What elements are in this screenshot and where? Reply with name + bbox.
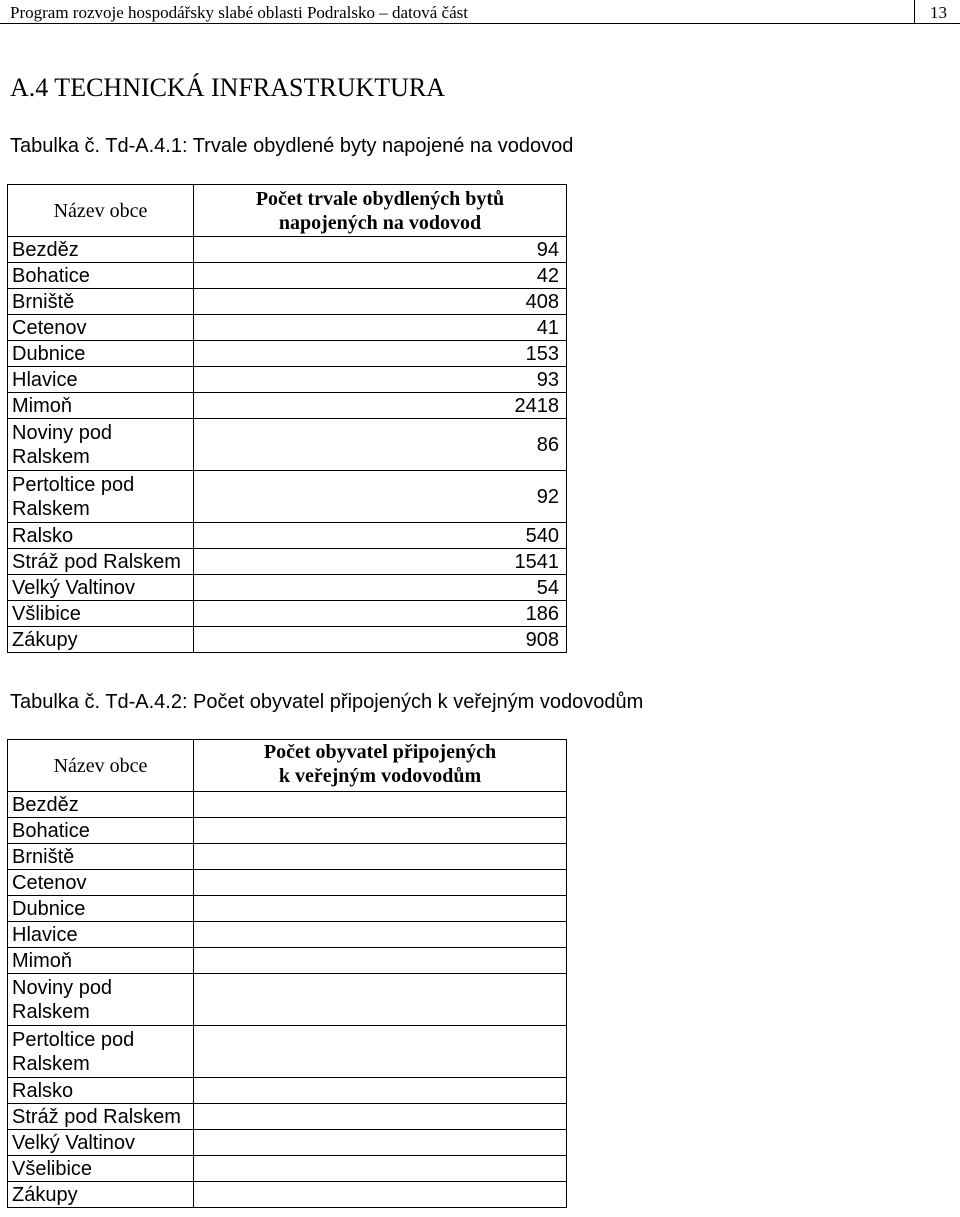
municipality-name: Ralsko bbox=[8, 523, 194, 549]
municipality-name bbox=[8, 1026, 194, 1078]
population-count bbox=[194, 1104, 567, 1130]
table-row bbox=[8, 1130, 567, 1156]
table1-col-value-header-line1: Počet trvale obydlených bytů bbox=[255, 187, 505, 210]
municipality-name-line2: Ralskem bbox=[12, 1052, 90, 1075]
table1-col-value-header-line2: napojených na vodovod bbox=[278, 211, 482, 234]
table-row bbox=[8, 1104, 567, 1130]
section-title: A.4 TECHNICKÁ INFRASTRUKTURA bbox=[10, 73, 446, 102]
population-count bbox=[194, 792, 567, 818]
table-row bbox=[8, 523, 567, 549]
flat-count: 540 bbox=[194, 523, 567, 549]
table-row bbox=[8, 870, 567, 896]
table-row bbox=[8, 896, 567, 922]
population-count bbox=[194, 948, 567, 974]
page-number: 13 bbox=[930, 3, 947, 22]
flat-count: 908 bbox=[194, 627, 567, 653]
table1-col-value-header bbox=[194, 185, 567, 237]
table-row bbox=[8, 1182, 567, 1208]
municipality-name: Hlavice bbox=[8, 367, 194, 393]
flat-count: 408 bbox=[194, 289, 567, 315]
table2-caption: Tabulka č. Td-A.4.2: Počet obyvatel připojených k veřejným vodovodům bbox=[10, 691, 644, 713]
municipality-name-line2: Ralskem bbox=[12, 445, 90, 468]
municipality-name-line2: Ralskem bbox=[12, 497, 90, 520]
table-row bbox=[8, 1156, 567, 1182]
municipality-name: Všelibice bbox=[8, 1156, 194, 1182]
population-count bbox=[194, 818, 567, 844]
municipality-name bbox=[8, 471, 194, 523]
flat-count: 2418 bbox=[194, 393, 567, 419]
municipality-name: Bezděz bbox=[8, 237, 194, 263]
flat-count: 186 bbox=[194, 601, 567, 627]
table-row bbox=[8, 627, 567, 653]
table2-col-name-header: Název obce bbox=[8, 740, 194, 792]
municipality-name: Bohatice bbox=[8, 818, 194, 844]
municipality-name: Brniště bbox=[8, 289, 194, 315]
table-row bbox=[8, 922, 567, 948]
flat-count: 54 bbox=[194, 575, 567, 601]
page-header bbox=[0, 0, 960, 24]
population-count bbox=[194, 974, 567, 1026]
municipality-name: Hlavice bbox=[8, 922, 194, 948]
population-count bbox=[194, 1130, 567, 1156]
table-row bbox=[8, 367, 567, 393]
municipality-name-line2: Ralskem bbox=[12, 1000, 90, 1023]
flat-count: 41 bbox=[194, 315, 567, 341]
flat-count: 1541 bbox=[194, 549, 567, 575]
population-count bbox=[194, 870, 567, 896]
population-count bbox=[194, 1078, 567, 1104]
table-row bbox=[8, 1078, 567, 1104]
municipality-name-line1: Noviny pod bbox=[12, 421, 113, 444]
table-row bbox=[8, 818, 567, 844]
municipality-name bbox=[8, 419, 194, 471]
table-row bbox=[8, 263, 567, 289]
table-row bbox=[8, 289, 567, 315]
table-row bbox=[8, 1026, 567, 1078]
municipality-name-line1: Noviny pod bbox=[12, 976, 113, 999]
table-row bbox=[8, 237, 567, 263]
municipality-name: Všlibice bbox=[8, 601, 194, 627]
table1-header-row bbox=[8, 185, 567, 237]
municipality-name: Cetenov bbox=[8, 315, 194, 341]
table-water-connected-flats bbox=[7, 184, 567, 653]
table2-col-value-header-line2: k veřejným vodovodům bbox=[278, 765, 482, 787]
table-row bbox=[8, 601, 567, 627]
table-row bbox=[8, 341, 567, 367]
municipality-name: Ralsko bbox=[8, 1078, 194, 1104]
municipality-name: Dubnice bbox=[8, 341, 194, 367]
table-row bbox=[8, 471, 567, 523]
municipality-name: Stráž pod Ralskem bbox=[8, 549, 194, 575]
table-row bbox=[8, 419, 567, 471]
municipality-name bbox=[8, 974, 194, 1026]
municipality-name: Bezděz bbox=[8, 792, 194, 818]
municipality-name-line1: Pertoltice pod bbox=[12, 473, 135, 496]
table-row bbox=[8, 792, 567, 818]
municipality-name: Zákupy bbox=[8, 627, 194, 653]
header-rule bbox=[0, 23, 960, 24]
population-count bbox=[194, 922, 567, 948]
flat-count: 92 bbox=[194, 471, 567, 523]
municipality-name: Mimoň bbox=[8, 948, 194, 974]
table2-col-value-header bbox=[194, 740, 567, 792]
table2-col-value-header-line1: Počet obyvatel připojených bbox=[263, 741, 497, 763]
table1-caption: Tabulka č. Td-A.4.1: Trvale obydlené byty napojené na vodovod bbox=[10, 135, 574, 157]
municipality-name: Cetenov bbox=[8, 870, 194, 896]
flat-count: 86 bbox=[194, 419, 567, 471]
municipality-name: Mimoň bbox=[8, 393, 194, 419]
table2-header-row bbox=[8, 740, 567, 792]
flat-count: 153 bbox=[194, 341, 567, 367]
table1-col-name-header: Název obce bbox=[8, 185, 194, 237]
municipality-name: Dubnice bbox=[8, 896, 194, 922]
table-population-connected bbox=[7, 739, 567, 1208]
table-row bbox=[8, 315, 567, 341]
table-row bbox=[8, 948, 567, 974]
municipality-name-line1: Pertoltice pod bbox=[12, 1028, 135, 1051]
population-count bbox=[194, 896, 567, 922]
flat-count: 94 bbox=[194, 237, 567, 263]
municipality-name: Zákupy bbox=[8, 1182, 194, 1208]
population-count bbox=[194, 1026, 567, 1078]
header-separator bbox=[914, 0, 915, 24]
flat-count: 42 bbox=[194, 263, 567, 289]
municipality-name: Bohatice bbox=[8, 263, 194, 289]
municipality-name: Velký Valtinov bbox=[8, 575, 194, 601]
table-row bbox=[8, 844, 567, 870]
municipality-name: Stráž pod Ralskem bbox=[8, 1104, 194, 1130]
population-count bbox=[194, 844, 567, 870]
table-row bbox=[8, 974, 567, 1026]
flat-count: 93 bbox=[194, 367, 567, 393]
table-row bbox=[8, 575, 567, 601]
municipality-name: Brniště bbox=[8, 844, 194, 870]
table-row bbox=[8, 393, 567, 419]
population-count bbox=[194, 1156, 567, 1182]
population-count bbox=[194, 1182, 567, 1208]
table-row bbox=[8, 549, 567, 575]
document-title: Program rozvoje hospodářsky slabé oblasti Podralsko – datová část bbox=[10, 3, 468, 22]
municipality-name: Velký Valtinov bbox=[8, 1130, 194, 1156]
